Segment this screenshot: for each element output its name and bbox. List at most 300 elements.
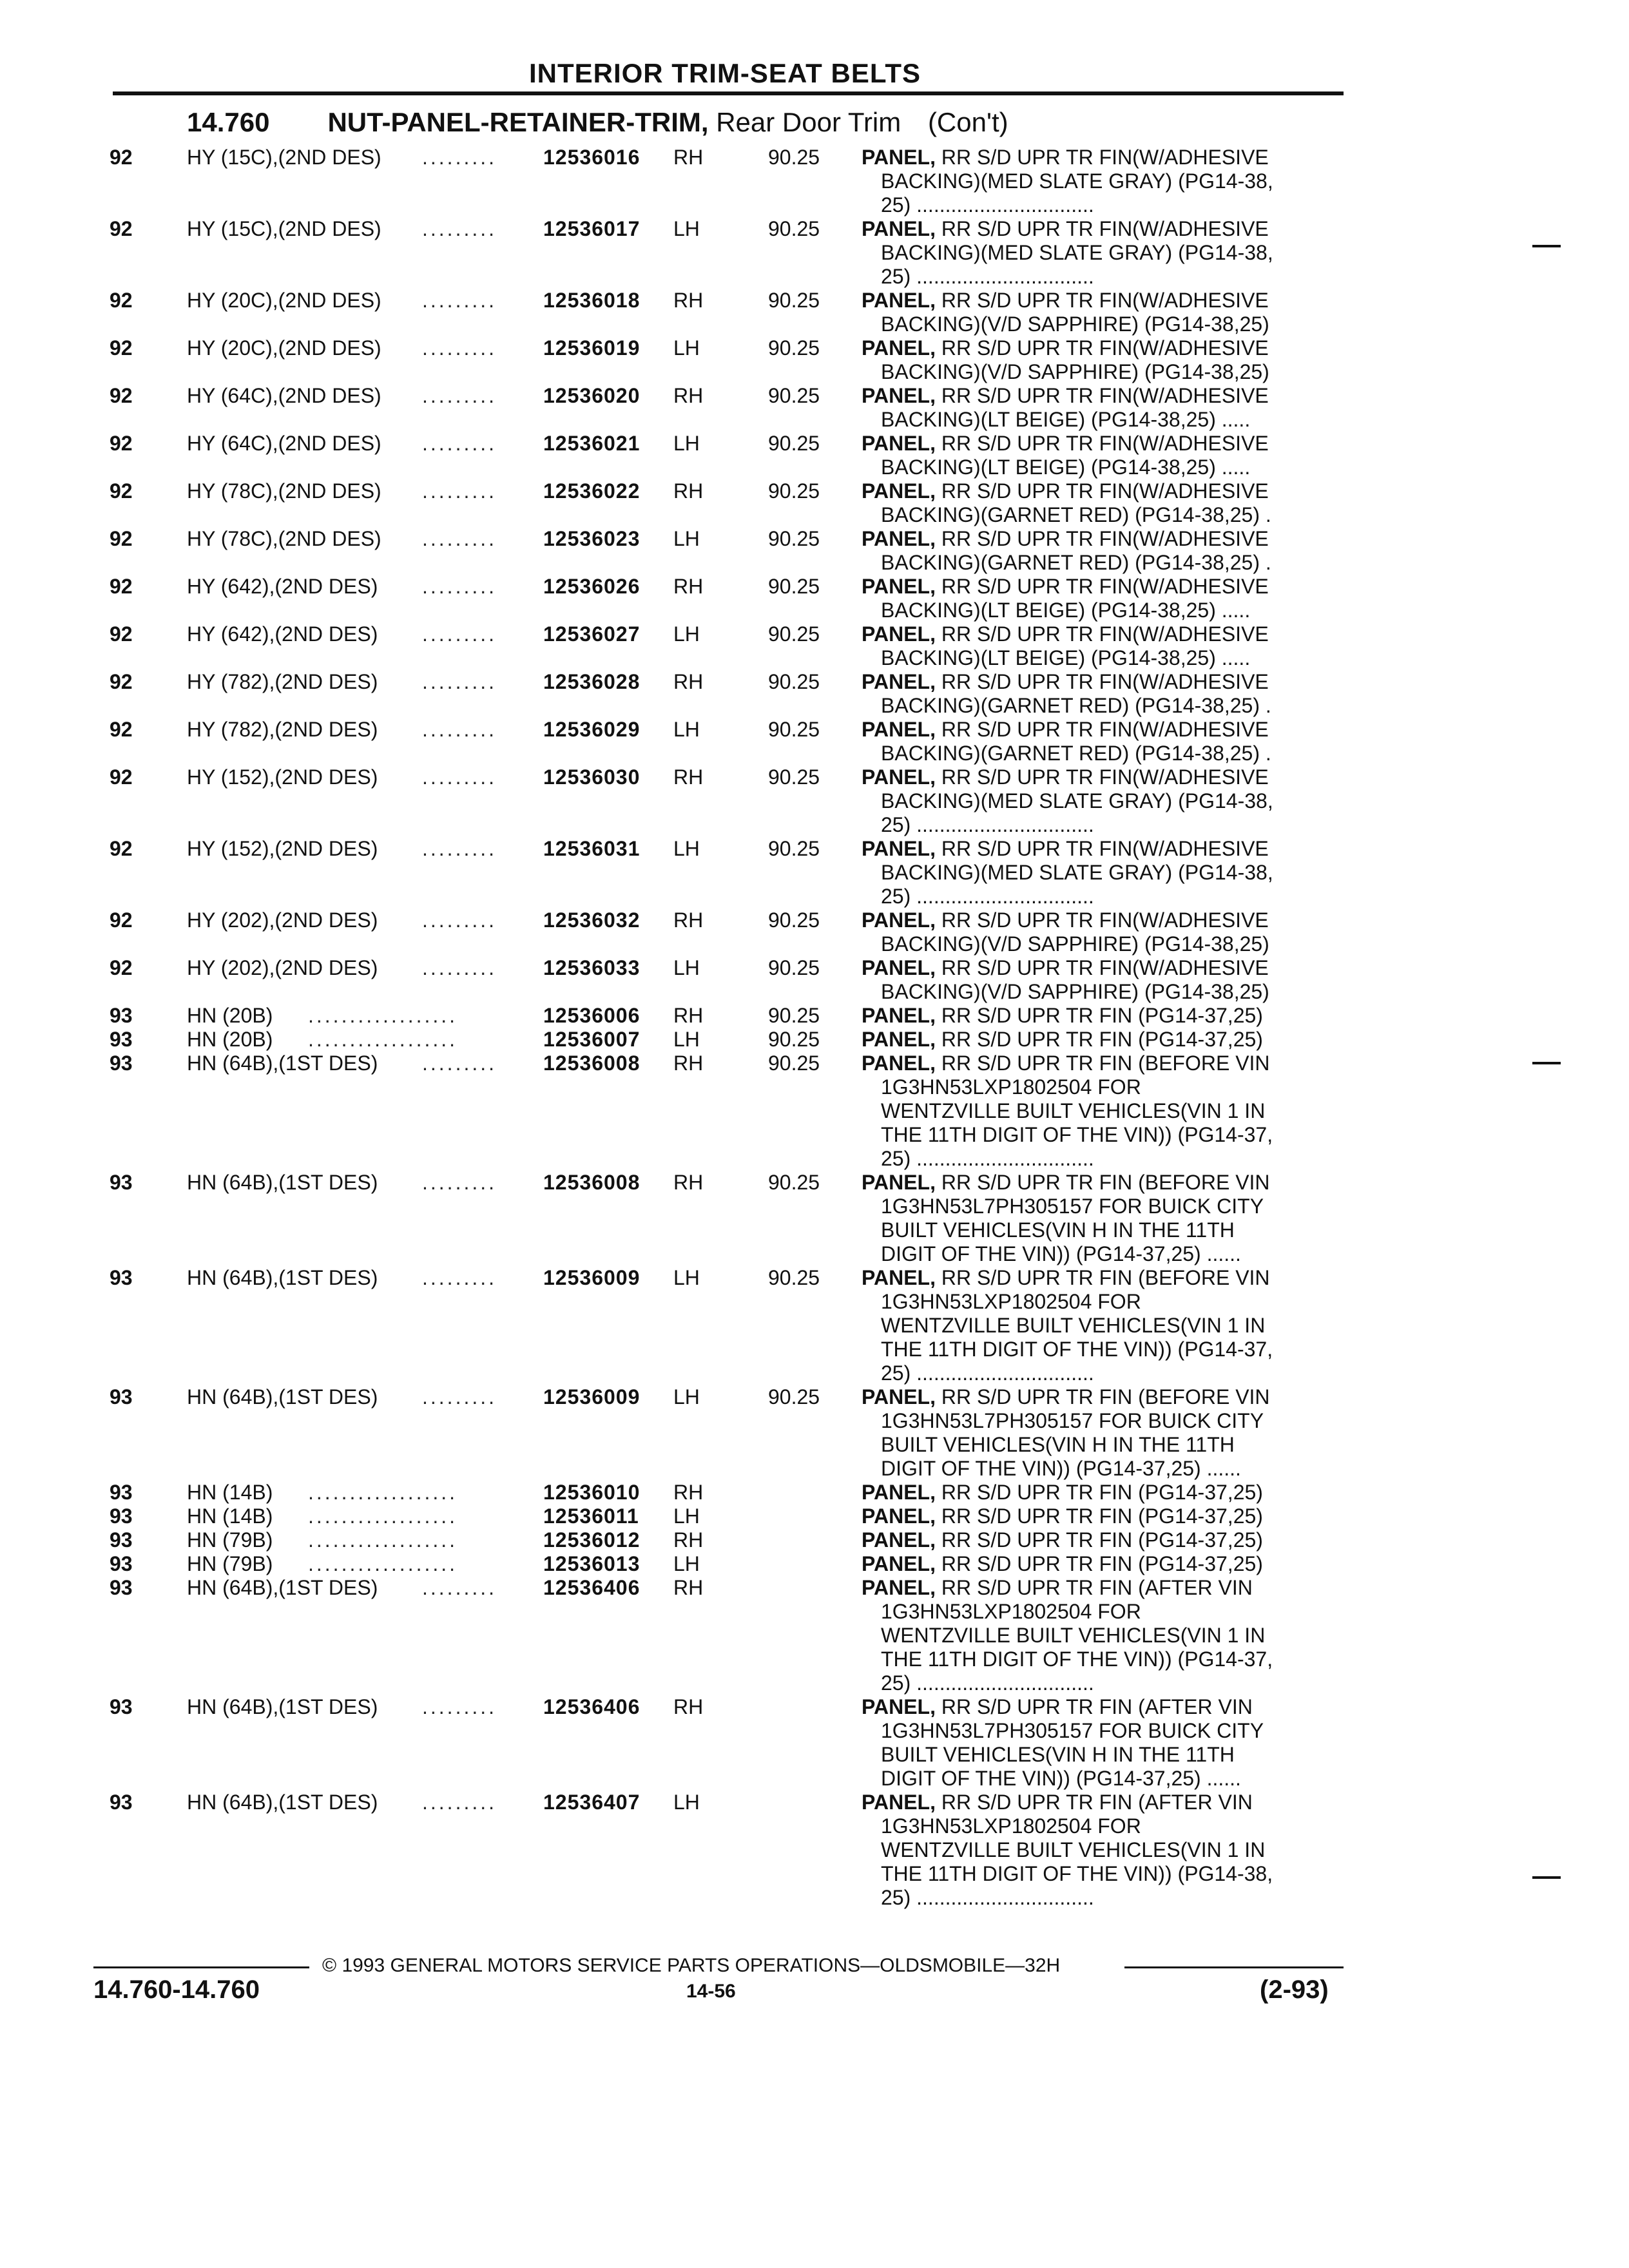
part-number: 12536021 bbox=[543, 432, 641, 455]
section-heading bbox=[187, 107, 1008, 138]
description-line: WENTZVILLE BUILT VEHICLES(VIN 1 IN bbox=[881, 1838, 1266, 1861]
description bbox=[862, 1171, 1325, 1266]
quantity: 90.25 bbox=[768, 289, 820, 312]
description-line: BACKING)(GARNET RED) (PG14-38,25) . bbox=[881, 694, 1271, 717]
group-number: 93 bbox=[110, 1052, 133, 1075]
group-number: 92 bbox=[110, 527, 133, 550]
description bbox=[862, 1576, 1325, 1695]
footer-rule-right bbox=[1124, 1966, 1344, 1968]
description-line: 1G3HN53LXP1802504 FOR bbox=[881, 1600, 1141, 1623]
model-code: HY (78C),(2ND DES) bbox=[187, 527, 381, 550]
description-line: 25) ............................... bbox=[881, 265, 1094, 288]
description bbox=[862, 1695, 1325, 1791]
group-number: 93 bbox=[110, 1552, 133, 1575]
side: RH bbox=[673, 384, 704, 407]
model-code: HN (20B) bbox=[187, 1004, 273, 1027]
description-line: PANEL, RR S/D UPR TR FIN (AFTER VIN bbox=[862, 1576, 1253, 1599]
description-line: PANEL, RR S/D UPR TR FIN (BEFORE VIN bbox=[862, 1385, 1270, 1408]
side: RH bbox=[673, 1481, 704, 1504]
group-number: 92 bbox=[110, 837, 133, 860]
group-number: 92 bbox=[110, 432, 133, 455]
part-number: 12536027 bbox=[543, 622, 641, 646]
description-line: BUILT VEHICLES(VIN H IN THE 11TH bbox=[881, 1218, 1235, 1242]
description-line: WENTZVILLE BUILT VEHICLES(VIN 1 IN bbox=[881, 1314, 1266, 1337]
description bbox=[862, 479, 1325, 527]
description bbox=[862, 289, 1325, 336]
description-line: PANEL, RR S/D UPR TR FIN(W/ADHESIVE bbox=[862, 527, 1269, 550]
description-line: PANEL, RR S/D UPR TR FIN(W/ADHESIVE bbox=[862, 765, 1269, 789]
table-row bbox=[0, 527, 1629, 575]
part-number: 12536031 bbox=[543, 837, 641, 860]
part-number: 12536008 bbox=[543, 1052, 641, 1075]
side: LH bbox=[673, 527, 700, 550]
table-row bbox=[0, 479, 1629, 527]
dot-leader: ......... bbox=[422, 146, 497, 169]
model-code: HN (20B) bbox=[187, 1028, 273, 1051]
table-row bbox=[0, 432, 1629, 479]
dot-leader: ......... bbox=[422, 908, 497, 932]
header-rule bbox=[113, 91, 1344, 95]
group-number: 92 bbox=[110, 217, 133, 240]
side: LH bbox=[673, 432, 700, 455]
model-code: HN (79B) bbox=[187, 1528, 273, 1552]
part-number: 12536406 bbox=[543, 1576, 641, 1599]
side: RH bbox=[673, 1576, 704, 1599]
model-code: HY (152),(2ND DES) bbox=[187, 765, 378, 789]
dot-leader: ......... bbox=[422, 1266, 497, 1289]
model-code: HY (642),(2ND DES) bbox=[187, 622, 378, 646]
part-number: 12536016 bbox=[543, 146, 641, 169]
quantity: 90.25 bbox=[768, 479, 820, 503]
description-line: PANEL, RR S/D UPR TR FIN(W/ADHESIVE bbox=[862, 670, 1269, 693]
description-line: WENTZVILLE BUILT VEHICLES(VIN 1 IN bbox=[881, 1624, 1266, 1647]
part-number: 12536009 bbox=[543, 1385, 641, 1408]
table-row bbox=[0, 1266, 1629, 1385]
description bbox=[862, 837, 1325, 908]
description-line: 25) ............................... bbox=[881, 1361, 1094, 1385]
description-line: PANEL, RR S/D UPR TR FIN (PG14-37,25) bbox=[862, 1481, 1263, 1504]
table-row bbox=[0, 1385, 1629, 1481]
description-line: 25) ............................... bbox=[881, 1671, 1094, 1695]
description-line: PANEL, RR S/D UPR TR FIN (AFTER VIN bbox=[862, 1791, 1253, 1814]
description-line: PANEL, RR S/D UPR TR FIN(W/ADHESIVE bbox=[862, 289, 1269, 312]
dot-leader: ......... bbox=[422, 527, 497, 550]
table-row bbox=[0, 1052, 1629, 1171]
table-row bbox=[0, 1552, 1629, 1576]
description bbox=[862, 956, 1325, 1004]
side: RH bbox=[673, 670, 704, 693]
table-row bbox=[0, 146, 1629, 217]
description-line: BACKING)(MED SLATE GRAY) (PG14-38, bbox=[881, 241, 1273, 264]
group-number: 92 bbox=[110, 622, 133, 646]
description-line: THE 11TH DIGIT OF THE VIN)) (PG14-37, bbox=[881, 1123, 1273, 1146]
part-number: 12536007 bbox=[543, 1028, 641, 1051]
description bbox=[862, 1552, 1325, 1576]
description-line: BACKING)(V/D SAPPHIRE) (PG14-38,25) bbox=[881, 932, 1269, 956]
section-subtitle: Rear Door Trim bbox=[716, 107, 901, 137]
model-code: HY (20C),(2ND DES) bbox=[187, 289, 381, 312]
description-line: BUILT VEHICLES(VIN H IN THE 11TH bbox=[881, 1743, 1235, 1766]
side: RH bbox=[673, 289, 704, 312]
dot-leader: ......... bbox=[422, 384, 497, 407]
description-line: PANEL, RR S/D UPR TR FIN (BEFORE VIN bbox=[862, 1171, 1270, 1194]
dot-leader: ......... bbox=[422, 1791, 497, 1814]
dot-leader: ......... bbox=[422, 837, 497, 860]
dot-leader: ......... bbox=[422, 479, 497, 503]
description-line: 25) ............................... bbox=[881, 1886, 1094, 1909]
table-row bbox=[0, 289, 1629, 336]
description bbox=[862, 527, 1325, 575]
side: RH bbox=[673, 1004, 704, 1027]
side: LH bbox=[673, 1552, 700, 1575]
quantity: 90.25 bbox=[768, 670, 820, 693]
model-code: HN (64B),(1ST DES) bbox=[187, 1791, 378, 1814]
side: LH bbox=[673, 1504, 700, 1528]
dot-leader: ......... bbox=[422, 622, 497, 646]
part-number: 12536012 bbox=[543, 1528, 641, 1552]
group-number: 92 bbox=[110, 336, 133, 360]
model-code: HN (79B) bbox=[187, 1552, 273, 1575]
description-line: BACKING)(V/D SAPPHIRE) (PG14-38,25) bbox=[881, 980, 1269, 1003]
dot-leader: .................. bbox=[308, 1004, 458, 1027]
side: RH bbox=[673, 1528, 704, 1552]
group-number: 92 bbox=[110, 718, 133, 741]
side: LH bbox=[673, 956, 700, 979]
group-number: 93 bbox=[110, 1481, 133, 1504]
table-row bbox=[0, 1171, 1629, 1266]
description-line: PANEL, RR S/D UPR TR FIN (PG14-37,25) bbox=[862, 1028, 1263, 1051]
description bbox=[862, 1052, 1325, 1171]
description-line: 25) ............................... bbox=[881, 1147, 1094, 1170]
group-number: 93 bbox=[110, 1266, 133, 1289]
part-number: 12536030 bbox=[543, 765, 641, 789]
quantity: 90.25 bbox=[768, 1052, 820, 1075]
footer-rule-left bbox=[93, 1966, 309, 1968]
model-code: HY (15C),(2ND DES) bbox=[187, 146, 381, 169]
dot-leader: ......... bbox=[422, 1171, 497, 1194]
group-number: 92 bbox=[110, 908, 133, 932]
margin-change-mark bbox=[1532, 1876, 1561, 1879]
quantity: 90.25 bbox=[768, 1028, 820, 1051]
dot-leader: .................. bbox=[308, 1504, 458, 1528]
description bbox=[862, 1504, 1325, 1528]
footer-range: 14.760-14.760 bbox=[93, 1975, 260, 2004]
side: RH bbox=[673, 575, 704, 598]
table-row bbox=[0, 765, 1629, 837]
description-line: BACKING)(V/D SAPPHIRE) (PG14-38,25) bbox=[881, 360, 1269, 383]
table-row bbox=[0, 575, 1629, 622]
model-code: HY (202),(2ND DES) bbox=[187, 956, 378, 979]
part-number: 12536407 bbox=[543, 1791, 641, 1814]
dot-leader: ......... bbox=[422, 765, 497, 789]
model-code: HN (64B),(1ST DES) bbox=[187, 1171, 378, 1194]
quantity: 90.25 bbox=[768, 956, 820, 979]
group-number: 92 bbox=[110, 575, 133, 598]
description-line: 1G3HN53L7PH305157 FOR BUICK CITY bbox=[881, 1195, 1264, 1218]
model-code: HY (642),(2ND DES) bbox=[187, 575, 378, 598]
model-code: HY (15C),(2ND DES) bbox=[187, 217, 381, 240]
description-line: BACKING)(LT BEIGE) (PG14-38,25) ..... bbox=[881, 408, 1251, 431]
description-line: PANEL, RR S/D UPR TR FIN(W/ADHESIVE bbox=[862, 384, 1269, 407]
description bbox=[862, 908, 1325, 956]
quantity: 90.25 bbox=[768, 765, 820, 789]
table-row bbox=[0, 670, 1629, 718]
dot-leader: .................. bbox=[308, 1481, 458, 1504]
model-code: HY (782),(2ND DES) bbox=[187, 670, 378, 693]
description-line: PANEL, RR S/D UPR TR FIN (BEFORE VIN bbox=[862, 1266, 1270, 1289]
side: LH bbox=[673, 1266, 700, 1289]
model-code: HY (64C),(2ND DES) bbox=[187, 432, 381, 455]
quantity: 90.25 bbox=[768, 384, 820, 407]
description-line: THE 11TH DIGIT OF THE VIN)) (PG14-38, bbox=[881, 1862, 1273, 1885]
description bbox=[862, 1028, 1325, 1052]
table-row bbox=[0, 1576, 1629, 1695]
part-number: 12536022 bbox=[543, 479, 641, 503]
table-row bbox=[0, 1528, 1629, 1552]
description-line: BACKING)(GARNET RED) (PG14-38,25) . bbox=[881, 503, 1271, 526]
group-number: 92 bbox=[110, 479, 133, 503]
description-line: PANEL, RR S/D UPR TR FIN(W/ADHESIVE bbox=[862, 575, 1269, 598]
description bbox=[862, 622, 1325, 670]
table-row bbox=[0, 217, 1629, 289]
model-code: HN (64B),(1ST DES) bbox=[187, 1695, 378, 1718]
quantity: 90.25 bbox=[768, 575, 820, 598]
description-line: PANEL, RR S/D UPR TR FIN(W/ADHESIVE bbox=[862, 718, 1269, 741]
table-row bbox=[0, 1504, 1629, 1528]
description-line: BACKING)(MED SLATE GRAY) (PG14-38, bbox=[881, 861, 1273, 884]
dot-leader: .................. bbox=[308, 1552, 458, 1575]
part-number: 12536033 bbox=[543, 956, 641, 979]
group-number: 93 bbox=[110, 1504, 133, 1528]
quantity: 90.25 bbox=[768, 1266, 820, 1289]
part-number: 12536032 bbox=[543, 908, 641, 932]
description-line: PANEL, RR S/D UPR TR FIN(W/ADHESIVE bbox=[862, 622, 1269, 646]
page-title: INTERIOR TRIM-SEAT BELTS bbox=[528, 58, 921, 88]
description bbox=[862, 1791, 1325, 1910]
description-line: BUILT VEHICLES(VIN H IN THE 11TH bbox=[881, 1433, 1235, 1456]
section-number: 14.760 bbox=[187, 107, 270, 137]
group-number: 92 bbox=[110, 765, 133, 789]
description-line: THE 11TH DIGIT OF THE VIN)) (PG14-37, bbox=[881, 1648, 1273, 1671]
description-line: THE 11TH DIGIT OF THE VIN)) (PG14-37, bbox=[881, 1338, 1273, 1361]
model-code: HN (64B),(1ST DES) bbox=[187, 1266, 378, 1289]
description-line: DIGIT OF THE VIN)) (PG14-37,25) ...... bbox=[881, 1242, 1241, 1265]
quantity: 90.25 bbox=[768, 1004, 820, 1027]
side: LH bbox=[673, 1791, 700, 1814]
description bbox=[862, 575, 1325, 622]
description-line: 1G3HN53LXP1802504 FOR bbox=[881, 1075, 1141, 1099]
table-row bbox=[0, 336, 1629, 384]
description-line: 25) ............................... bbox=[881, 193, 1094, 216]
description bbox=[862, 765, 1325, 837]
part-number: 12536010 bbox=[543, 1481, 641, 1504]
dot-leader: .................. bbox=[308, 1028, 458, 1051]
description bbox=[862, 1385, 1325, 1481]
part-number: 12536023 bbox=[543, 527, 641, 550]
table-row bbox=[0, 1481, 1629, 1504]
side: LH bbox=[673, 718, 700, 741]
table-row bbox=[0, 1695, 1629, 1791]
description-line: PANEL, RR S/D UPR TR FIN(W/ADHESIVE bbox=[862, 956, 1269, 979]
dot-leader: ......... bbox=[422, 670, 497, 693]
side: RH bbox=[673, 908, 704, 932]
side: RH bbox=[673, 1171, 704, 1194]
group-number: 93 bbox=[110, 1171, 133, 1194]
description-line: BACKING)(LT BEIGE) (PG14-38,25) ..... bbox=[881, 456, 1251, 479]
group-number: 93 bbox=[110, 1576, 133, 1599]
quantity: 90.25 bbox=[768, 622, 820, 646]
side: RH bbox=[673, 1695, 704, 1718]
table-row bbox=[0, 956, 1629, 1004]
description bbox=[862, 146, 1325, 217]
description bbox=[862, 336, 1325, 384]
dot-leader: ......... bbox=[422, 718, 497, 741]
model-code: HN (14B) bbox=[187, 1504, 273, 1528]
table-row bbox=[0, 718, 1629, 765]
group-number: 93 bbox=[110, 1695, 133, 1718]
description-line: PANEL, RR S/D UPR TR FIN (BEFORE VIN bbox=[862, 1052, 1270, 1075]
group-number: 92 bbox=[110, 384, 133, 407]
description-line: PANEL, RR S/D UPR TR FIN(W/ADHESIVE bbox=[862, 217, 1269, 240]
group-number: 93 bbox=[110, 1528, 133, 1552]
description-line: DIGIT OF THE VIN)) (PG14-37,25) ...... bbox=[881, 1767, 1241, 1790]
description bbox=[862, 432, 1325, 479]
quantity: 90.25 bbox=[768, 718, 820, 741]
dot-leader: ......... bbox=[422, 432, 497, 455]
group-number: 93 bbox=[110, 1791, 133, 1814]
description-line: BACKING)(V/D SAPPHIRE) (PG14-38,25) bbox=[881, 312, 1269, 336]
model-code: HY (782),(2ND DES) bbox=[187, 718, 378, 741]
description-line: BACKING)(GARNET RED) (PG14-38,25) . bbox=[881, 742, 1271, 765]
dot-leader: ......... bbox=[422, 336, 497, 360]
group-number: 92 bbox=[110, 289, 133, 312]
quantity: 90.25 bbox=[768, 336, 820, 360]
description-line: PANEL, RR S/D UPR TR FIN (AFTER VIN bbox=[862, 1695, 1253, 1718]
description-line: PANEL, RR S/D UPR TR FIN(W/ADHESIVE bbox=[862, 432, 1269, 455]
description bbox=[862, 384, 1325, 432]
section-continued: (Con't) bbox=[927, 107, 1008, 137]
side: LH bbox=[673, 1028, 700, 1051]
model-code: HY (78C),(2ND DES) bbox=[187, 479, 381, 503]
description-line: DIGIT OF THE VIN)) (PG14-37,25) ...... bbox=[881, 1457, 1241, 1480]
dot-leader: ......... bbox=[422, 1695, 497, 1718]
section-name: NUT-PANEL-RETAINER-TRIM, bbox=[327, 107, 709, 137]
quantity: 90.25 bbox=[768, 527, 820, 550]
description-line: 1G3HN53L7PH305157 FOR BUICK CITY bbox=[881, 1409, 1264, 1432]
part-number: 12536006 bbox=[543, 1004, 641, 1027]
quantity: 90.25 bbox=[768, 146, 820, 169]
description-line: BACKING)(LT BEIGE) (PG14-38,25) ..... bbox=[881, 646, 1251, 669]
side: LH bbox=[673, 837, 700, 860]
description bbox=[862, 670, 1325, 718]
group-number: 92 bbox=[110, 956, 133, 979]
description-line: 25) ............................... bbox=[881, 885, 1094, 908]
description bbox=[862, 1004, 1325, 1028]
description-line: BACKING)(MED SLATE GRAY) (PG14-38, bbox=[881, 789, 1273, 812]
description-line: PANEL, RR S/D UPR TR FIN(W/ADHESIVE bbox=[862, 479, 1269, 503]
dot-leader: ......... bbox=[422, 1576, 497, 1599]
side: RH bbox=[673, 1052, 704, 1075]
description-line: 1G3HN53LXP1802504 FOR bbox=[881, 1814, 1141, 1838]
part-number: 12536026 bbox=[543, 575, 641, 598]
side: LH bbox=[673, 1385, 700, 1408]
group-number: 92 bbox=[110, 670, 133, 693]
quantity: 90.25 bbox=[768, 837, 820, 860]
description-line: PANEL, RR S/D UPR TR FIN(W/ADHESIVE bbox=[862, 146, 1269, 169]
description-line: PANEL, RR S/D UPR TR FIN (PG14-37,25) bbox=[862, 1504, 1263, 1528]
part-number: 12536028 bbox=[543, 670, 641, 693]
part-number: 12536018 bbox=[543, 289, 641, 312]
description-line: 1G3HN53L7PH305157 FOR BUICK CITY bbox=[881, 1719, 1264, 1742]
table-row bbox=[0, 908, 1629, 956]
part-number: 12536406 bbox=[543, 1695, 641, 1718]
footer-page-number: 14-56 bbox=[686, 1981, 736, 2002]
description-line: PANEL, RR S/D UPR TR FIN(W/ADHESIVE bbox=[862, 908, 1269, 932]
dot-leader: ......... bbox=[422, 217, 497, 240]
description bbox=[862, 1481, 1325, 1504]
table-row bbox=[0, 1004, 1629, 1028]
part-number: 12536017 bbox=[543, 217, 641, 240]
model-code: HN (64B),(1ST DES) bbox=[187, 1385, 378, 1408]
group-number: 93 bbox=[110, 1028, 133, 1051]
part-number: 12536019 bbox=[543, 336, 641, 360]
dot-leader: ......... bbox=[422, 1052, 497, 1075]
dot-leader: .................. bbox=[308, 1528, 458, 1552]
side: RH bbox=[673, 146, 704, 169]
description bbox=[862, 217, 1325, 289]
quantity: 90.25 bbox=[768, 217, 820, 240]
table-row bbox=[0, 837, 1629, 908]
description-line: BACKING)(GARNET RED) (PG14-38,25) . bbox=[881, 551, 1271, 574]
description-line: BACKING)(MED SLATE GRAY) (PG14-38, bbox=[881, 169, 1273, 193]
description-line: PANEL, RR S/D UPR TR FIN(W/ADHESIVE bbox=[862, 837, 1269, 860]
group-number: 93 bbox=[110, 1385, 133, 1408]
margin-change-mark bbox=[1532, 1062, 1561, 1064]
side: LH bbox=[673, 622, 700, 646]
parts-list bbox=[0, 146, 1629, 1910]
group-number: 92 bbox=[110, 146, 133, 169]
dot-leader: ......... bbox=[422, 956, 497, 979]
quantity: 90.25 bbox=[768, 908, 820, 932]
side: RH bbox=[673, 479, 704, 503]
footer-date: (2-93) bbox=[1260, 1975, 1329, 2004]
model-code: HN (64B),(1ST DES) bbox=[187, 1052, 378, 1075]
group-number: 93 bbox=[110, 1004, 133, 1027]
description-line: PANEL, RR S/D UPR TR FIN (PG14-37,25) bbox=[862, 1004, 1263, 1027]
description-line: 25) ............................... bbox=[881, 813, 1094, 836]
side: RH bbox=[673, 765, 704, 789]
table-row bbox=[0, 1028, 1629, 1052]
description-line: PANEL, RR S/D UPR TR FIN(W/ADHESIVE bbox=[862, 336, 1269, 360]
description-line: WENTZVILLE BUILT VEHICLES(VIN 1 IN bbox=[881, 1099, 1266, 1122]
side: LH bbox=[673, 336, 700, 360]
table-row bbox=[0, 384, 1629, 432]
side: LH bbox=[673, 217, 700, 240]
quantity: 90.25 bbox=[768, 432, 820, 455]
dot-leader: ......... bbox=[422, 575, 497, 598]
table-row bbox=[0, 622, 1629, 670]
model-code: HY (202),(2ND DES) bbox=[187, 908, 378, 932]
part-number: 12536029 bbox=[543, 718, 641, 741]
description-line: PANEL, RR S/D UPR TR FIN (PG14-37,25) bbox=[862, 1528, 1263, 1552]
description-line: 1G3HN53LXP1802504 FOR bbox=[881, 1290, 1141, 1313]
margin-change-mark bbox=[1532, 245, 1561, 247]
model-code: HY (20C),(2ND DES) bbox=[187, 336, 381, 360]
dot-leader: ......... bbox=[422, 1385, 497, 1408]
table-row bbox=[0, 1791, 1629, 1910]
model-code: HN (14B) bbox=[187, 1481, 273, 1504]
part-number: 12536020 bbox=[543, 384, 641, 407]
